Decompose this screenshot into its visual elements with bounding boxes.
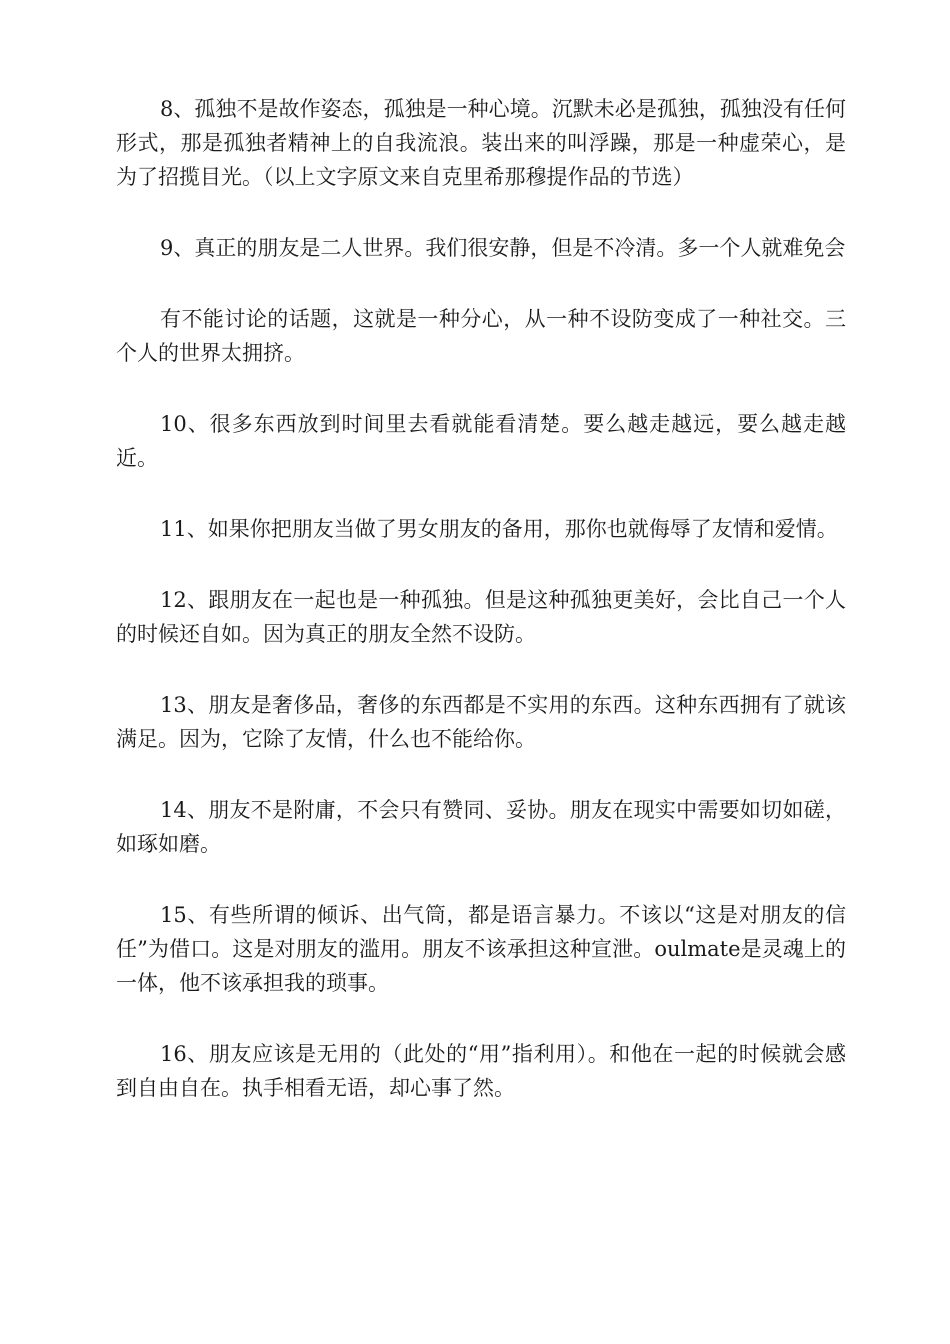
paragraph-10: 10、很多东西放到时间里去看就能看清楚。要么越走越远，要么越走越近。 [116,412,846,470]
paragraph-12: 12、跟朋友在一起也是一种孤独。但是这种孤独更美好，会比自己一个人的时候还自如。因为真正的朋友全然不设防。 [116,588,846,646]
paragraph-9-continued: 有不能讨论的话题，这就是一种分心，从一种不设防变成了一种社交。三个人的世界太拥挤。 [116,307,846,365]
paragraph-9: 9、真正的朋友是二人世界。我们很安静，但是不冷清。多一个人就难免会 [160,236,846,260]
paragraph-16: 16、朋友应该是无用的（此处的“用”指利用）。和他在一起的时候就会感到自由自在。执手相看无语，却心事了然。 [116,1042,846,1100]
paragraph-15: 15、有些所谓的倾诉、出气筒，都是语言暴力。不该以“这是对朋友的信任”为借口。这是对朋友的滥用。朋友不该承担这种宣泄。oulmate是灵魂上的一体，他不该承担我的琐事。 [116,903,846,995]
paragraph-8: 8、孤独不是故作姿态，孤独是一种心境。沉默未必是孤独，孤独没有任何形式，那是孤独者精神上的自我流浪。装出来的叫浮躁，那是一种虚荣心，是为了招揽目光。（以上文字原文来自克里希那穆提作品的节选） [116,97,846,189]
paragraph-11: 11、如果你把朋友当做了男女朋友的备用，那你也就侮辱了友情和爱情。 [160,517,838,541]
paragraph-14: 14、朋友不是附庸，不会只有赞同、妥协。朋友在现实中需要如切如磋，如琢如磨。 [116,798,846,856]
document-body [116,92,846,1142]
paragraph-13: 13、朋友是奢侈品，奢侈的东西都是不实用的东西。这种东西拥有了就该满足。因为，它除了友情，什么也不能给你。 [116,693,846,751]
